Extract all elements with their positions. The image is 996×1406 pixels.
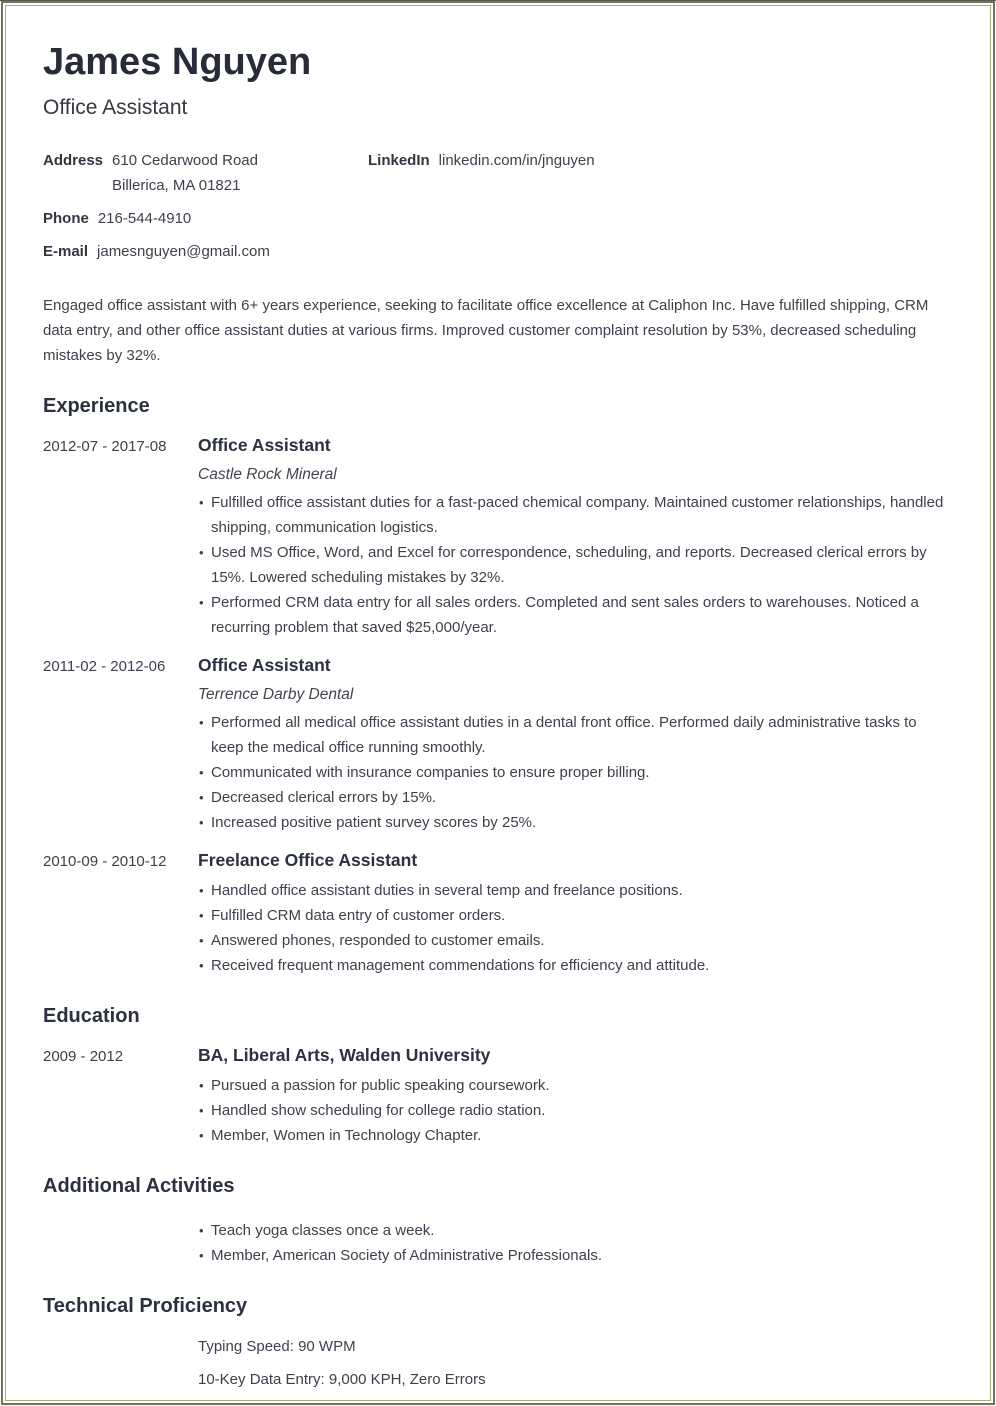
experience-heading: Experience [43, 395, 150, 417]
contact-right-column [368, 148, 953, 272]
entry-bullet-list [198, 710, 953, 835]
phone-label: Phone [43, 210, 89, 227]
bullet-item: • Communicated with insurance companies to ensure proper billing. [198, 760, 953, 785]
contact-row-email [43, 239, 368, 264]
candidate-name: James Nguyen [43, 41, 312, 83]
entry-bullet-list [198, 878, 953, 978]
entry-dates: 2010-09 - 2010-12 [43, 853, 167, 870]
entry-bullet-list [198, 1073, 953, 1148]
entry-dates: 2009 - 2012 [43, 1048, 124, 1065]
bullet-item: • Received frequent management commendations for efficiency and attitude. [198, 953, 953, 978]
entry-title: Freelance Office Assistant [198, 850, 418, 870]
professional-summary: Engaged office assistant with 6+ years experience, seeking to facilitate office excellence at Caliphon Inc. Have fulfilled shipping, CRM data entry, and other office assistant duties at various firms. Improved customer complaint resolution by 53%, decreased scheduling mistakes by 32%. [43, 297, 929, 364]
entry-company: Castle Rock Mineral [198, 466, 337, 483]
entry-dates: 2011-02 - 2012-06 [43, 658, 166, 675]
bullet-item: • Decreased clerical errors by 15%. [198, 785, 953, 810]
linkedin-label: LinkedIn [368, 152, 430, 169]
contact-row-phone [43, 206, 368, 231]
entry-dates: 2012-07 - 2017-08 [43, 438, 167, 455]
entry-body [198, 1044, 953, 1148]
candidate-job-title: Office Assistant [43, 96, 188, 119]
tech-line-data-entry: 10-Key Data Entry: 9,000 KPH, Zero Errors [198, 1371, 486, 1388]
entry-title: Office Assistant [198, 435, 331, 455]
email-label: E-mail [43, 243, 89, 260]
contact-row-linkedin [368, 148, 953, 173]
email-value: jamesnguyen@gmail.com [97, 243, 270, 260]
experience-entry [43, 434, 953, 640]
experience-entry [43, 654, 953, 835]
entry-body [198, 654, 953, 835]
address-line1: 610 Cedarwood Road [112, 152, 258, 169]
entry-body [198, 849, 953, 978]
entry-bullet-list [198, 490, 953, 640]
additional-activities-heading: Additional Activities [43, 1175, 235, 1197]
bullet-item: • Increased positive patient survey scores by 25%. [198, 810, 953, 835]
bullet-item: • Teach yoga classes once a week. [198, 1218, 953, 1243]
bullet-item: • Handled office assistant duties in several temp and freelance positions. [198, 878, 953, 903]
phone-value: 216-544-4910 [97, 210, 192, 227]
education-entry [43, 1044, 953, 1148]
entry-title: Office Assistant [198, 655, 331, 675]
address-label: Address [43, 152, 104, 169]
bullet-item: • Fulfilled office assistant duties for a fast-paced chemical company. Maintained customer relationships, handled shipping, communication logistics. [198, 490, 953, 540]
address-value [112, 148, 258, 198]
education-heading: Education [43, 1005, 140, 1027]
technical-proficiency-entry [43, 1334, 953, 1400]
tech-line-typing-speed: Typing Speed: 90 WPM [198, 1338, 356, 1355]
entry-company: Terrence Darby Dental [198, 686, 354, 703]
entry-body [198, 1334, 953, 1400]
entry-body [198, 1214, 953, 1268]
entry-title: BA, Liberal Arts, Walden University [198, 1045, 491, 1065]
bullet-item: • Member, American Society of Administrative Professionals. [198, 1243, 953, 1268]
entry-dates-empty [43, 1334, 198, 1400]
entry-dates-empty [43, 1214, 198, 1268]
technical-proficiency-heading: Technical Proficiency [43, 1295, 248, 1317]
bullet-item: • Fulfilled CRM data entry of customer orders. [198, 903, 953, 928]
bullet-item: • Performed all medical office assistant duties in a dental front office. Performed daily administrative tasks to keep the medical office running smoothly. [198, 710, 953, 760]
bullet-item: • Answered phones, responded to customer emails. [198, 928, 953, 953]
bullet-item: • Performed CRM data entry for all sales orders. Completed and sent sales orders to warehouses. Noticed a recurring problem that saved $25,000/year. [198, 590, 953, 640]
bullet-item: • Used MS Office, Word, and Excel for correspondence, scheduling, and reports. Decreased clerical errors by 15%. Lowered scheduling mistakes by 32%. [198, 540, 953, 590]
bullet-item: • Pursued a passion for public speaking coursework. [198, 1073, 953, 1098]
experience-entry [43, 849, 953, 978]
contact-left-column [43, 148, 368, 272]
address-line2: Billerica, MA 01821 [112, 177, 241, 194]
additional-activities-entry [43, 1214, 953, 1268]
bullet-item: • Handled show scheduling for college radio station. [198, 1098, 953, 1123]
entry-bullet-list [198, 1218, 953, 1268]
linkedin-value: linkedin.com/in/jnguyen [438, 152, 595, 169]
contact-section [43, 148, 953, 272]
contact-row-address [43, 148, 368, 198]
bullet-item: • Member, Women in Technology Chapter. [198, 1123, 953, 1148]
entry-body [198, 434, 953, 640]
